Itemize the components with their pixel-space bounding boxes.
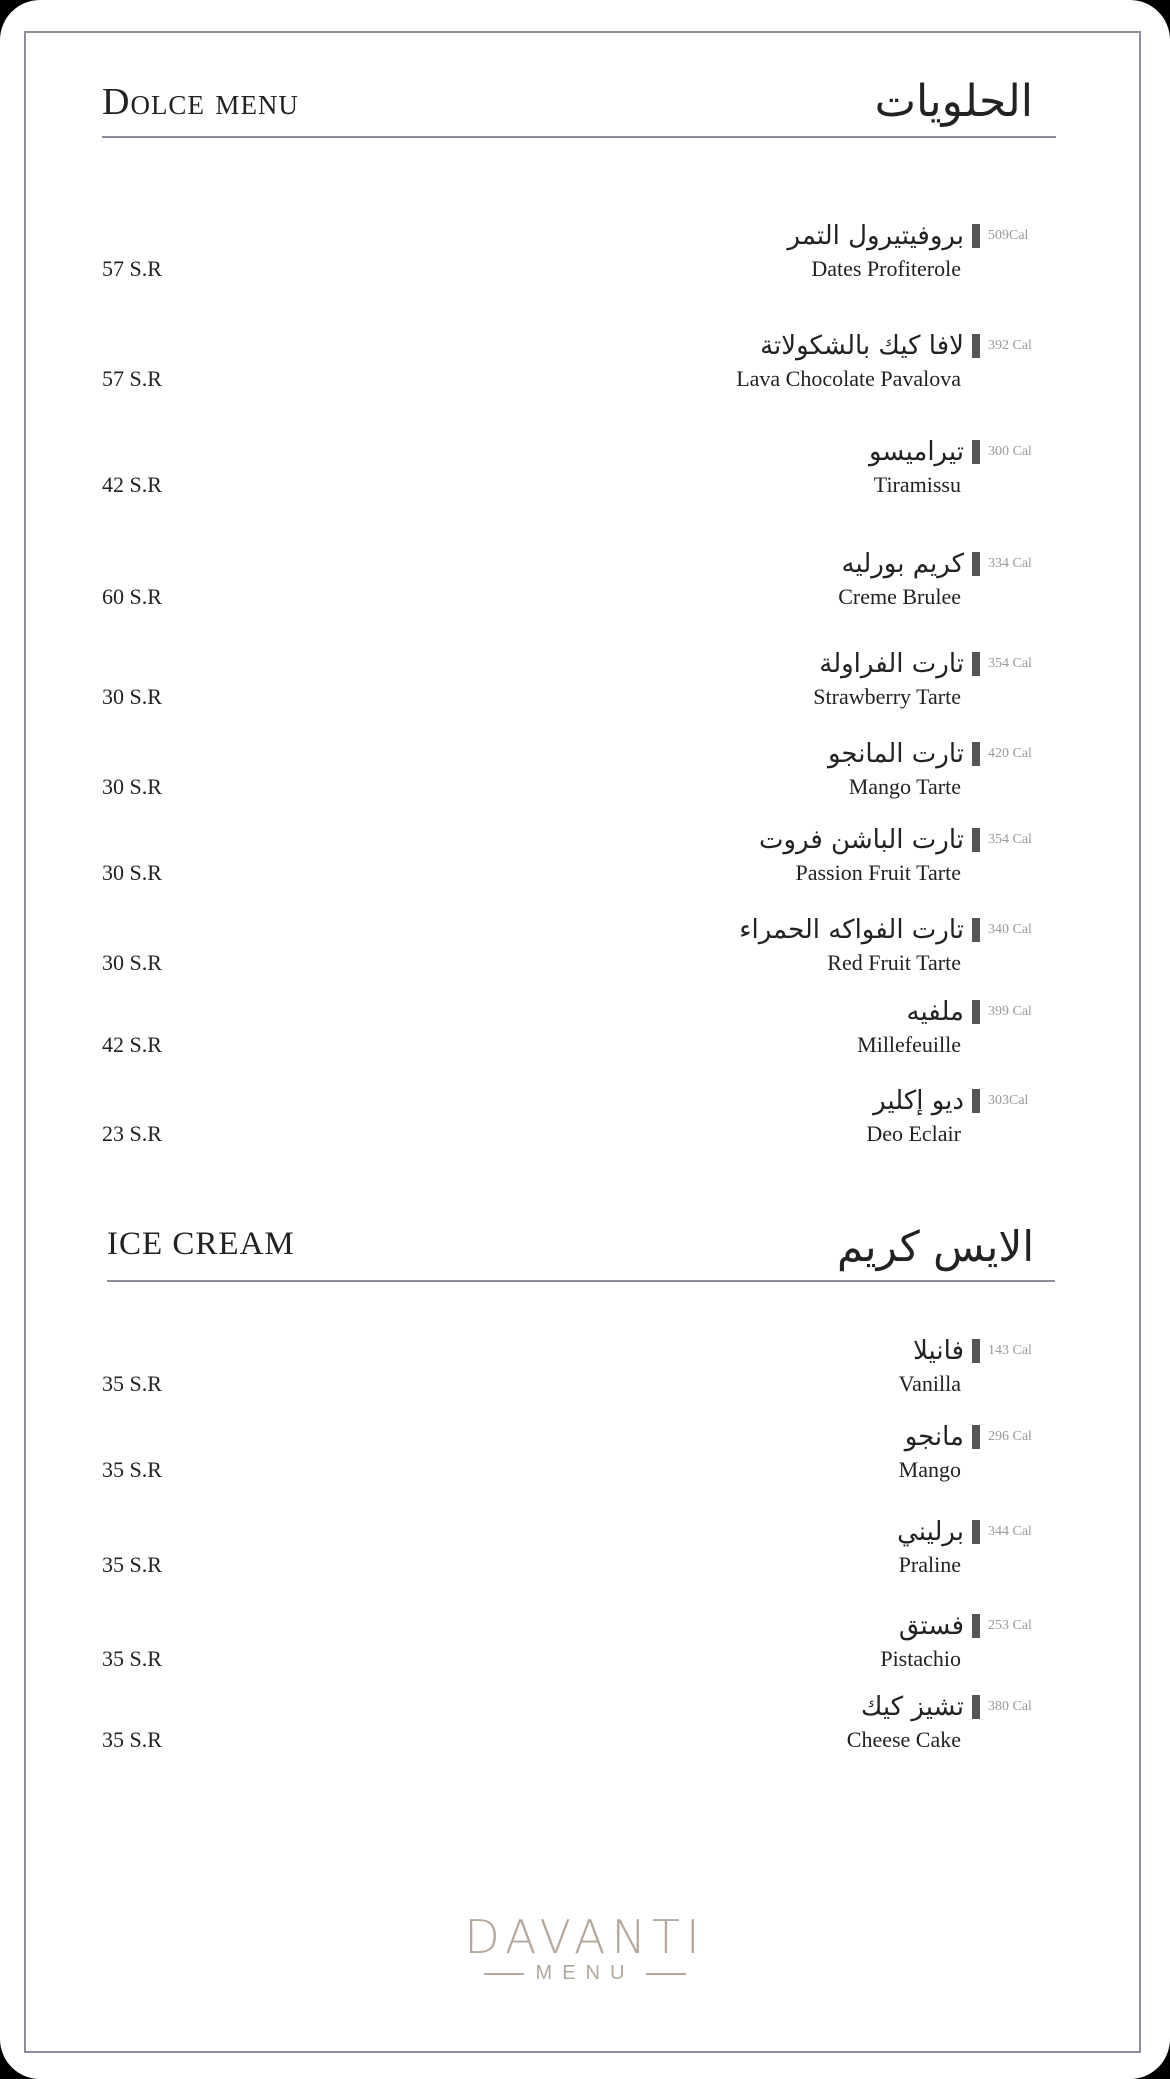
item-price: 35 S.R	[102, 1371, 162, 1396]
item-calories: 509Cal	[988, 228, 1029, 243]
ice-cream-title-ar: الايس كريم	[836, 1222, 1034, 1271]
item-name-en: Strawberry Tarte	[813, 684, 961, 709]
item-name-en: Red Fruit Tarte	[827, 950, 961, 975]
item-name-en: Lava Chocolate Pavalova	[736, 366, 961, 391]
item-price: 42 S.R	[102, 1032, 162, 1057]
item-calories: 392 Cal	[988, 338, 1032, 353]
item-price: 35 S.R	[102, 1552, 162, 1577]
ice-cream-title-en: ICE CREAM	[107, 1226, 295, 1262]
menu-item	[0, 822, 1170, 902]
item-marker	[972, 1425, 980, 1449]
item-calories: 143 Cal	[988, 1343, 1032, 1358]
item-name-ar: تارت المانجو	[827, 739, 964, 769]
item-name-ar: فستق	[898, 1611, 964, 1641]
item-name-ar: تارت الباشن فروت	[758, 825, 964, 855]
item-calories: 303Cal	[988, 1093, 1029, 1108]
dolce-title-ar: الحلويات	[874, 76, 1033, 127]
logo-subtitle-row	[455, 1962, 715, 1985]
item-name-ar: بروفيتيرول التمر	[787, 221, 964, 251]
item-marker	[972, 918, 980, 942]
item-marker	[972, 652, 980, 676]
item-name-en: Passion Fruit Tarte	[795, 860, 961, 885]
item-calories: 344 Cal	[988, 1524, 1032, 1539]
menu-item	[0, 434, 1170, 514]
item-name-en: Pistachio	[880, 1646, 961, 1671]
ice-cream-divider	[107, 1280, 1055, 1282]
item-name-ar: كريم بورليه	[841, 549, 964, 579]
item-name-ar: لافا كيك بالشكولاتة	[760, 331, 964, 361]
logo-dash-left	[484, 1973, 524, 1975]
item-marker	[972, 224, 980, 248]
item-marker	[972, 828, 980, 852]
item-calories: 354 Cal	[988, 832, 1032, 847]
item-calories: 334 Cal	[988, 556, 1032, 571]
item-name-ar: تشيز كيك	[860, 1692, 964, 1722]
item-price: 30 S.R	[102, 684, 162, 709]
item-name-en: Deo Eclair	[866, 1121, 961, 1146]
logo-subtitle: MENU	[535, 1962, 635, 1984]
item-price: 35 S.R	[102, 1727, 162, 1752]
menu-item	[0, 736, 1170, 816]
item-name-en: Tiramissu	[873, 472, 961, 497]
logo-dash-right	[646, 1973, 686, 1975]
dolce-title-en: Dolce menu	[102, 81, 299, 123]
menu-item	[0, 1608, 1170, 1688]
item-calories: 399 Cal	[988, 1004, 1032, 1019]
item-name-en: Praline	[898, 1552, 961, 1577]
menu-item	[0, 994, 1170, 1074]
item-name-en: Cheese Cake	[846, 1727, 961, 1752]
logo-wordmark: DAVANTI	[464, 1910, 706, 1964]
menu-item	[0, 546, 1170, 626]
menu-item	[0, 218, 1170, 298]
item-name-ar: تارت الفراولة	[819, 649, 964, 679]
item-name-en: Mango Tarte	[848, 774, 961, 799]
item-marker	[972, 742, 980, 766]
item-calories: 253 Cal	[988, 1618, 1032, 1633]
item-price: 57 S.R	[102, 256, 162, 281]
menu-item	[0, 912, 1170, 992]
item-price: 30 S.R	[102, 860, 162, 885]
item-marker	[972, 1089, 980, 1113]
item-price: 30 S.R	[102, 950, 162, 975]
item-price: 57 S.R	[102, 366, 162, 391]
item-price: 23 S.R	[102, 1121, 162, 1146]
item-marker	[972, 334, 980, 358]
item-name-en: Mango	[898, 1457, 961, 1482]
item-price: 30 S.R	[102, 774, 162, 799]
menu-item	[0, 1419, 1170, 1499]
menu-item	[0, 328, 1170, 408]
item-calories: 296 Cal	[988, 1429, 1032, 1444]
item-name-ar: برليني	[897, 1517, 964, 1547]
item-name-ar: ديو إكلير	[873, 1086, 964, 1116]
menu-item	[0, 1514, 1170, 1594]
menu-item	[0, 646, 1170, 726]
dolce-divider	[102, 136, 1056, 138]
item-calories: 420 Cal	[988, 746, 1032, 761]
item-calories: 380 Cal	[988, 1699, 1032, 1714]
item-calories: 354 Cal	[988, 656, 1032, 671]
item-marker	[972, 440, 980, 464]
item-calories: 340 Cal	[988, 922, 1032, 937]
item-price: 35 S.R	[102, 1457, 162, 1482]
menu-item	[0, 1333, 1170, 1413]
item-price: 35 S.R	[102, 1646, 162, 1671]
item-name-ar: مانجو	[904, 1422, 964, 1452]
item-price: 42 S.R	[102, 472, 162, 497]
item-name-en: Vanilla	[898, 1371, 961, 1396]
item-name-ar: ملفيه	[906, 997, 964, 1027]
item-name-en: Dates Profiterole	[811, 256, 961, 281]
menu-item	[0, 1083, 1170, 1163]
item-name-en: Creme Brulee	[838, 584, 961, 609]
item-marker	[972, 1520, 980, 1544]
item-name-ar: فانيلا	[913, 1336, 964, 1366]
item-marker	[972, 1614, 980, 1638]
menu-item	[0, 1689, 1170, 1769]
item-price: 60 S.R	[102, 584, 162, 609]
item-name-ar: تيراميسو	[868, 437, 964, 467]
davanti-logo	[455, 1910, 715, 1985]
item-name-ar: تارت الفواكه الحمراء	[739, 915, 964, 945]
item-calories: 300 Cal	[988, 444, 1032, 459]
item-marker	[972, 1339, 980, 1363]
item-marker	[972, 1000, 980, 1024]
item-name-en: Millefeuille	[857, 1032, 961, 1057]
item-marker	[972, 1695, 980, 1719]
item-marker	[972, 552, 980, 576]
